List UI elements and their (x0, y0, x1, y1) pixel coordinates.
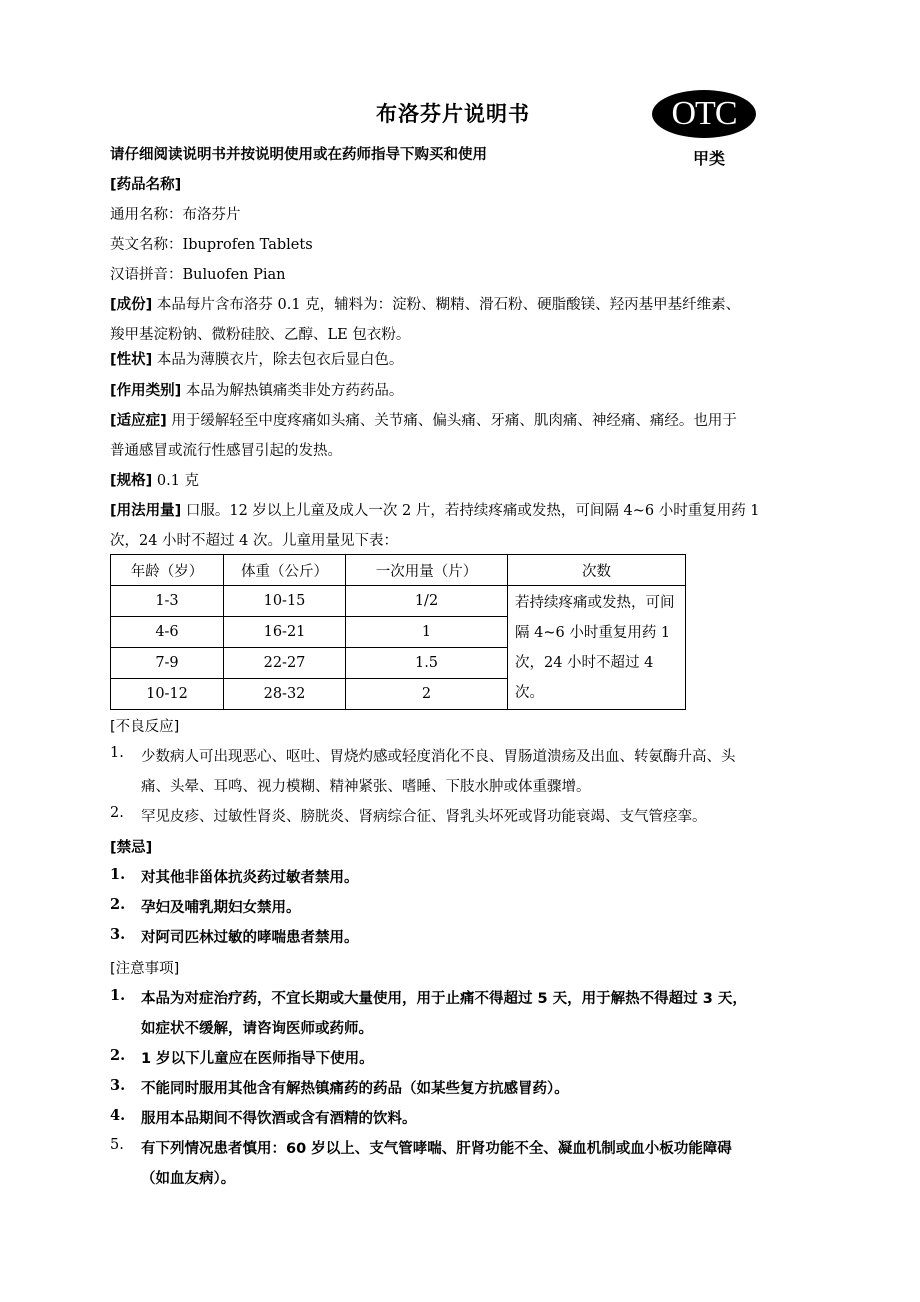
precaution-item-1-line-2: 如症状不缓解，请咨询医师或药师。 (141, 1021, 373, 1037)
cell-dose: 1.5 (346, 648, 508, 679)
cell-dose: 1 (346, 617, 508, 648)
table-row (111, 586, 686, 617)
composition-line-1 (110, 293, 740, 314)
section-header-drug-name: [药品名称] (110, 177, 182, 193)
table-header-row (111, 555, 686, 586)
category-text: 本品为解热镇痛类非处方药药品。 (181, 383, 404, 399)
cell-weight: 16-21 (224, 617, 346, 648)
section-header-contraindications: [禁忌] (110, 840, 153, 856)
pinyin-name: 汉语拼音：Buluofen Pian (110, 267, 286, 283)
indications-text-1: 用于缓解轻至中度疼痛如头痛、关节痛、偏头痛、牙痛、肌肉痛、神经痛、痛经。也用于 (166, 413, 737, 429)
dosage-text-1: 口服。12 岁以上儿童及成人一次 2 片，若持续疼痛或发热，可间隔 4~6 小时重复用药 1 (181, 503, 760, 519)
otc-class-label: 甲类 (693, 149, 726, 168)
appearance-line (110, 348, 403, 369)
adverse-item-1-line-2: 痛、头晕、耳鸣、视力模糊、精神紧张、嗜睡、下肢水肿或体重骤增。 (141, 779, 591, 795)
header-dose: 一次用量（片） (346, 555, 508, 586)
cell-weight: 28-32 (224, 679, 346, 710)
precaution-item-5-line-1: 有下列情况患者慎用：60 岁以上、支气管哮喘、肝肾功能不全、凝血机制或血小板功能障碍 (141, 1141, 732, 1157)
section-header-adverse: [不良反应] (110, 719, 180, 735)
precaution-number-3: 3. (110, 1077, 126, 1094)
precaution-item-4: 服用本品期间不得饮酒或含有酒精的饮料。 (141, 1111, 417, 1127)
indications-label: [适应症] (110, 413, 167, 429)
header-age: 年龄（岁） (111, 555, 224, 586)
contra-number-2: 2. (110, 896, 126, 913)
english-name: 英文名称：Ibuprofen Tablets (110, 237, 313, 253)
precaution-item-1-line-1: 本品为对症治疗药，不宜长期或大量使用，用于止痛不得超过 5 天，用于解热不得超过 3 天， (141, 991, 747, 1007)
precaution-number-2: 2. (110, 1047, 126, 1064)
precaution-item-3: 不能同时服用其他含有解热镇痛药的药品（如某些复方抗感冒药）。 (141, 1081, 569, 1097)
cell-dose: 2 (346, 679, 508, 710)
dosage-label: [用法用量] (110, 503, 182, 519)
precaution-number-1: 1. (110, 987, 126, 1004)
category-line (110, 379, 403, 400)
section-header-precautions: [注意事项] (110, 961, 180, 977)
composition-line-2: 羧甲基淀粉钠、微粉硅胶、乙醇、LE 包衣粉。 (110, 327, 411, 343)
dosage-line-1 (110, 499, 760, 520)
otc-badge: OTC (652, 90, 756, 138)
header-frequency: 次数 (508, 555, 686, 586)
appearance-text: 本品为薄膜衣片，除去包衣后显白色。 (152, 352, 404, 368)
document-title: 布洛芬片说明书 (376, 102, 530, 126)
cell-age: 4-6 (111, 617, 224, 648)
header-weight: 体重（公斤） (224, 555, 346, 586)
reading-notice: 请仔细阅读说明书并按说明使用或在药师指导下购买和使用 (110, 147, 487, 163)
category-label: [作用类别] (110, 383, 182, 399)
cell-weight: 22-27 (224, 648, 346, 679)
adverse-item-2-line-1: 罕见皮疹、过敏性肾炎、膀胱炎、肾病综合征、肾乳头坏死或肾功能衰竭、支气管痉挛。 (141, 809, 707, 825)
appearance-label: [性状] (110, 352, 153, 368)
contra-number-1: 1. (110, 866, 126, 883)
adverse-item-1-line-1: 少数病人可出现恶心、呕吐、胃烧灼感或轻度消化不良、胃肠道溃疡及出血、转氨酶升高、头 (141, 749, 736, 765)
dosage-line-2: 次，24 小时不超过 4 次。儿童用量见下表： (110, 533, 399, 549)
cell-age: 1-3 (111, 586, 224, 617)
precaution-item-5-line-2: （如血友病）。 (141, 1171, 236, 1187)
cell-dose: 1/2 (346, 586, 508, 617)
precaution-number-5: 5. (110, 1137, 124, 1153)
spec-label: [规格] (110, 473, 153, 489)
contra-number-3: 3. (110, 926, 126, 943)
spec-line (110, 469, 199, 490)
composition-text-1: 本品每片含布洛芬 0.1 克，辅料为：淀粉、糊精、滑石粉、硬脂酸镁、羟丙基甲基纤维素、 (152, 297, 741, 313)
spec-text: 0.1 克 (152, 473, 200, 489)
cell-frequency: 若持续疼痛或发热，可间隔 4~6 小时重复用药 1 次，24 小时不超过 4 次。 (508, 586, 686, 710)
precaution-item-2: 1 岁以下儿童应在医师指导下使用。 (141, 1051, 374, 1067)
indications-line-2: 普通感冒或流行性感冒引起的发热。 (110, 443, 342, 459)
cell-age: 7-9 (111, 648, 224, 679)
precaution-number-4: 4. (110, 1107, 126, 1124)
contra-item-1: 对其他非甾体抗炎药过敏者禁用。 (141, 870, 359, 886)
indications-line-1 (110, 409, 737, 430)
child-dosage-table (110, 554, 686, 710)
adverse-number-2: 2. (110, 805, 124, 821)
composition-label: [成份] (110, 297, 153, 313)
cell-age: 10-12 (111, 679, 224, 710)
cell-weight: 10-15 (224, 586, 346, 617)
contra-item-3: 对阿司匹林过敏的哮喘患者禁用。 (141, 930, 359, 946)
contra-item-2: 孕妇及哺乳期妇女禁用。 (141, 900, 301, 916)
adverse-number-1: 1. (110, 745, 124, 761)
generic-name: 通用名称：布洛芬片 (110, 207, 241, 223)
